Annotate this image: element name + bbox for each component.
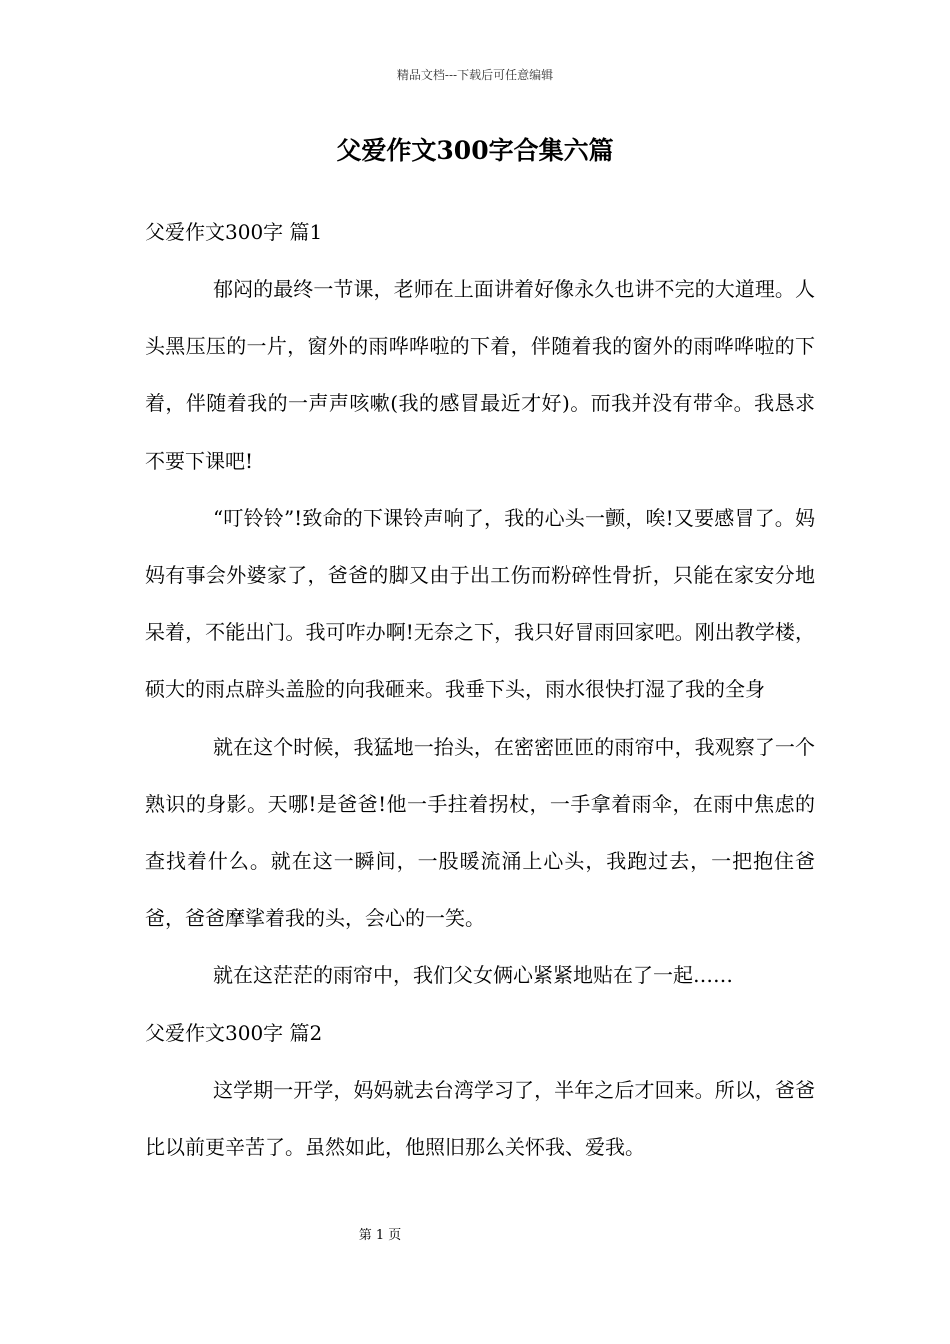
page-header: 精品文档---下载后可任意编辑 — [396, 68, 554, 82]
section-heading: 父爱作文300字 篇2 — [145, 1020, 323, 1045]
paragraph: “叮铃铃”!致命的下课铃声响了，我的心头一颤，唉!又要感冒了。妈妈有事会外婆家了，爸爸的脚又由于出工伤而粉碎性骨折，只能在家安分地呆着，不能出门。我可咋办啊!无奈之下，我只好冒雨回家吧。刚出教学楼，硕大的雨点辟头盖脸的向我砸来。我垂下头，雨水很快打湿了我的全身 — [145, 505, 815, 702]
paragraph: 就在这个时候，我猛地一抬头，在密密匝匝的雨帘中，我观察了一个熟识的身影。天哪!是爸爸!他一手拄着拐杖，一手拿着雨伞，在雨中焦虑的查找着什么。就在这一瞬间，一股暖流涌上心头，我跑过去，一把抱住爸爸，爸爸摩挲着我的头，会心的一笑。 — [145, 734, 815, 931]
paragraph: 就在这茫茫的雨帘中，我们父女俩心紧紧地贴在了一起…… — [213, 963, 733, 988]
section-1 — [145, 204, 815, 1005]
document-body — [145, 204, 815, 1176]
paragraph: 郁闷的最终一节课，老师在上面讲着好像永久也讲不完的大道理。人头黑压压的一片，窗外的雨哗哗啦的下着，伴随着我的窗外的雨哗哗啦的下着，伴随着我的一声声咳嗽(我的感冒最近才好)。而我并没有带伞。我恳求不要下课吧! — [145, 277, 815, 473]
paragraph: 这学期一开学，妈妈就去台湾学习了，半年之后才回来。所以，爸爸比以前更辛苦了。虽然如此，他照旧那么关怀我、爱我。 — [145, 1077, 815, 1159]
section-heading: 父爱作文300字 篇1 — [145, 220, 323, 244]
page-number: 第 1 页 — [358, 1228, 402, 1243]
section-2 — [145, 1005, 815, 1176]
document-title: 父爱作文300字合集六篇 — [336, 136, 614, 165]
